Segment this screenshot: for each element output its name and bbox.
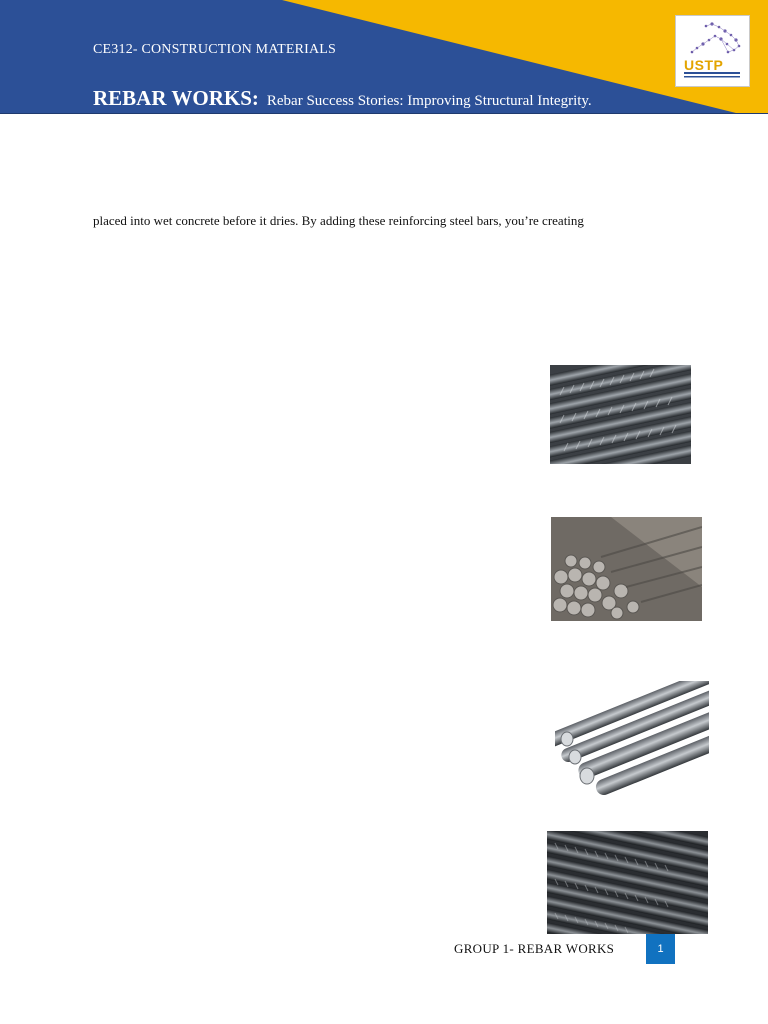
rebar-photo-3 [555,681,709,797]
page-number-badge: 1 [646,934,675,964]
rebar-photo-4 [547,831,708,934]
ustp-logo [675,15,750,87]
rebar-photo-2 [551,517,702,621]
body-paragraph-line: placed into wet concrete before it dries. By adding these reinforcing steel bars, you’re creating [93,213,584,228]
course-title: CE312- CONSTRUCTION MATERIALS [93,42,337,57]
document-title: REBAR WORKS: [93,86,259,110]
constellation-icon [676,16,749,86]
document-heading [93,86,592,111]
header-band [0,0,768,114]
logo-wordmark: USTP [684,57,724,73]
document-subtitle: Rebar Success Stories: Improving Structural Integrity. [266,93,592,109]
footer-label: GROUP 1- REBAR WORKS [454,941,615,956]
rebar-photo-1 [550,365,691,464]
